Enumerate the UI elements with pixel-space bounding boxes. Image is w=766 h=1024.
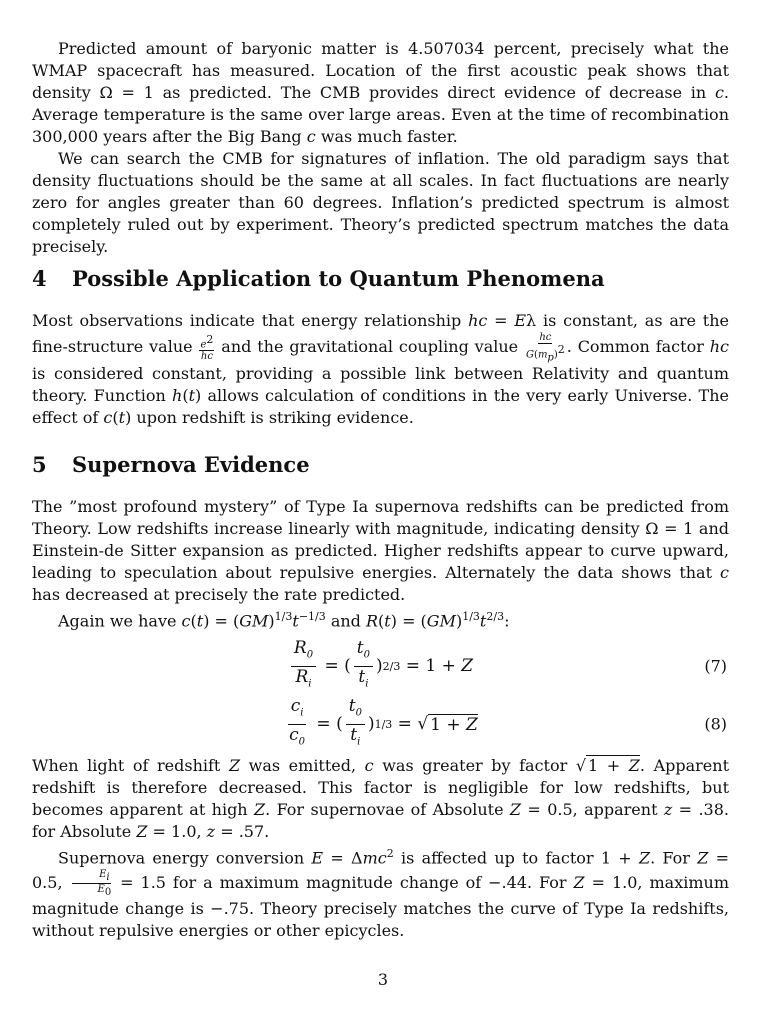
- section-4-heading: [32, 266, 605, 292]
- section-4-number: 4: [32, 266, 47, 291]
- equation-7: $R_0$ $R_i$ = ( $t_0$ $t_i$ ) 2/3 = 1 + Z (7): [32, 636, 729, 696]
- equation-7-number: (7): [704, 656, 727, 676]
- paragraph-inflation: We can search the CMB for signatures of inflation. The old paradigm says that density fluctuations should be the same at all scales. In fact fluctuations are nearly zero for angles greater than 60 degrees. Inflation’s predicted spectrum is almost completely ruled out by experiment. Theory’s predicted spectrum matches the data precisely.: [32, 149, 729, 256]
- paragraph-wmap: Predicted amount of baryonic matter is 4.507034 percent, precisely what the WMAP spacecraft has measured. Location of the first acoustic peak shows that density Ω = 1 as predicted. The CMB provides direct evidence of decrease in c. Average temperature is the same over large areas. Even at the time of recombination 300,000 years after the Big Bang c was much faster.: [32, 39, 729, 146]
- equation-8: $c_i$ $c_0$ = ( $t_0$ $t_i$ ) 1/3 = √ 1 + Z (8): [289, 696, 727, 747]
- paragraph-again: Again we have $c(t) = (GM)^{1/3}t^{-1/3}$ and $R(t) = (GM)^{1/3}t^{2/3}$:: [58, 610, 510, 631]
- fraction-energy-ratio: $\frac{E_i}{E_0}$: [71, 869, 113, 898]
- paragraph-redshift: When light of redshift Z was emitted, c was greater by factor √ 1 + Z. Apparent redshift is therefore decreased. This factor is negligible for low redshifts, but becomes apparent at high Z. For supernovae of Absolute Z = 0.5, apparent z = .38. for Absolute Z = 1.0, z = .57.: [32, 756, 729, 841]
- page-number: 3: [377, 970, 389, 989]
- paragraph-quantum: Most observations indicate that energy relationship hc = Eλ is constant, as are the fine-structure value $\frac{e^2}{hc}$ and the gravitational coupling value $\frac{hc}{G(m_p)^2}$ . Common factor hc is considered constant, providing a possible link between Relativity and quantum theory. Function h(t) allows calculation of conditions in the very early Universe. The effect of c(t) upon redshift is striking evidence.: [32, 311, 730, 428]
- section-4-title: Possible Application to Quantum Phenomena: [72, 266, 605, 291]
- section-5-number: 5: [32, 452, 47, 477]
- paragraph-energy: Supernova energy conversion E = Δmc$^2$ is affected up to factor 1 + Z. For Z = 0.5, $\frac{E_i}{E_0}$ = 1.5 for a maximum magnitude change of −.44. For Z = 1.0, maximum magnitude change is −.75. Theory precisely matches the curve of Type Ia redshifts, without repulsive energies or other epicycles.: [32, 847, 729, 941]
- paragraph-supernova: The ”most profound mystery” of Type Ia supernova redshifts can be predicted from Theory. Low redshifts increase linearly with magnitude, indicating density Ω = 1 and Einstein-de Sitter expansion as predicted. Higher redshifts appear to curve upward, leading to speculation about repulsive energies. Alternately the data shows that c has decreased at precisely the rate predicted.: [32, 497, 729, 604]
- fraction-gravitational-coupling: $\frac{hc}{G(m_p)^2}$: [526, 332, 565, 364]
- section-5-title: Supernova Evidence: [72, 452, 310, 477]
- fraction-fine-structure: $\frac{e^2}{hc}$: [200, 332, 214, 362]
- section-5-heading: [32, 452, 310, 478]
- equation-8-number: (8): [704, 714, 727, 734]
